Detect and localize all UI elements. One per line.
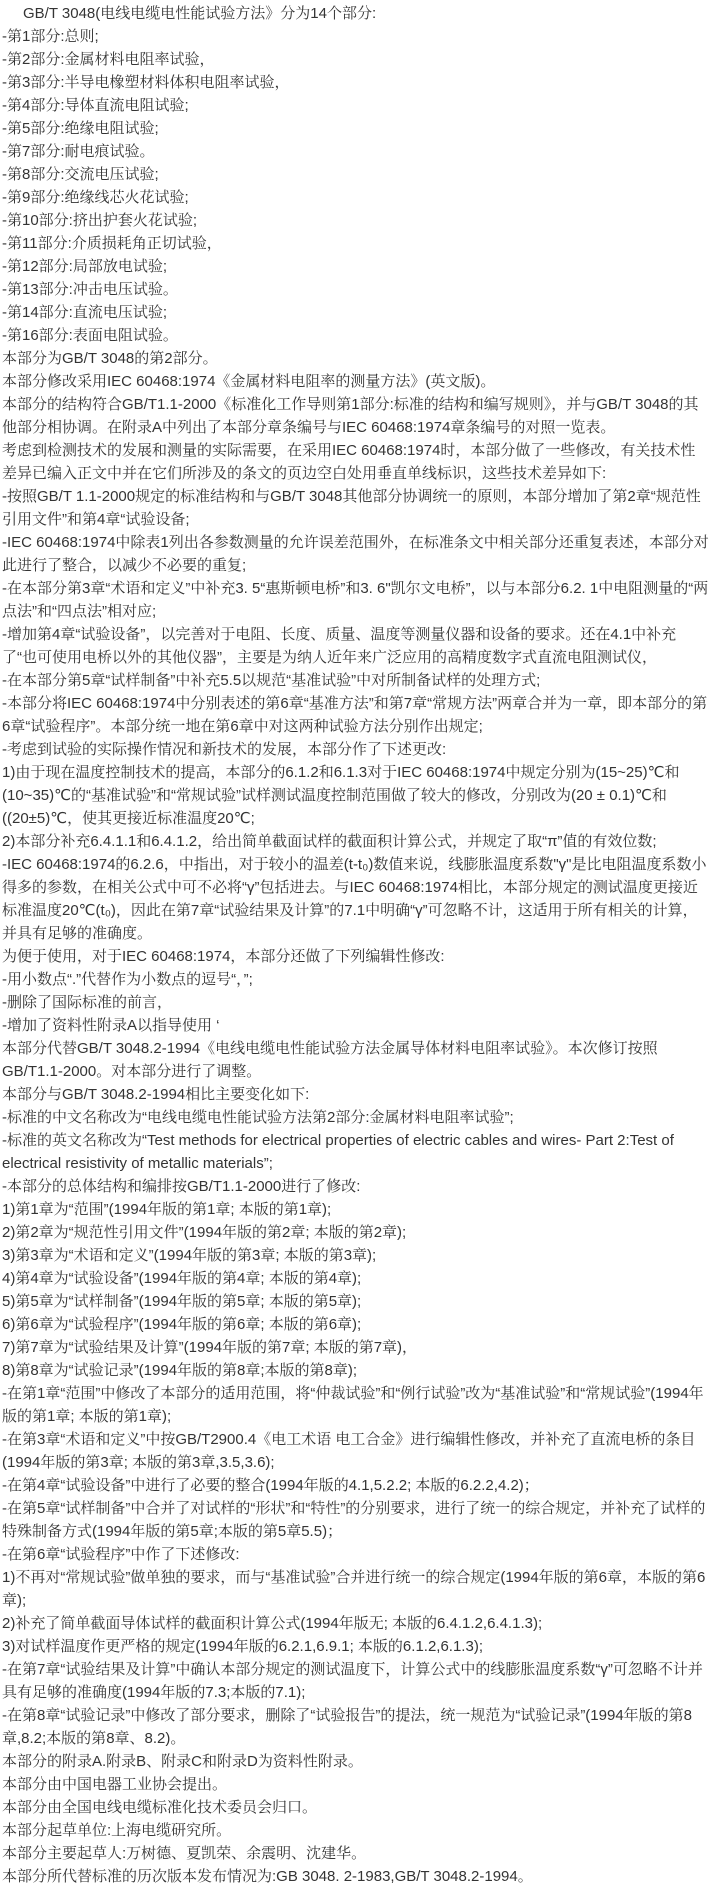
paragraph: 2)第2章为“规范性引用文件”(1994年版的第2章; 本版的第2章);	[2, 1224, 407, 1241]
paragraph: 本部分的附录A.附录B、附录C和附录D为资料性附录。	[2, 1753, 363, 1770]
paragraph: -在本部分第3章“术语和定义”中补充3. 5“惠斯顿电桥”和3. 6"凯尔文电桥”，以与本部分6.2. 1中电阻测量的“两点法”和“四点法”相对应;	[2, 580, 709, 620]
paragraph: -第13部分:冲击电压试验。	[2, 281, 178, 298]
paragraph: GB/T 3048(电线电缆电性能试验方法》分为14个部分:	[23, 5, 377, 22]
paragraph: -删除了国际标准的前言，	[2, 994, 172, 1011]
paragraph: 6)第6章为“试验程序”(1994年版的第6章; 本版的第6章);	[2, 1316, 362, 1333]
paragraph: -第9部分:绝缘线芯火花试验;	[2, 189, 189, 206]
paragraph: 本部分修改采用IEC 60468:1974《金属材料电阻率的测量方法》(英文版)。	[2, 373, 496, 390]
paragraph: 2)本部分补充6.4.1.1和6.4.1.2，给出简单截面试样的截面积计算公式，并规定了取“π”值的有效位数;	[2, 833, 657, 850]
paragraph: -在第5章“试样制备”中合并了对试样的“形状”和“特性”的分别要求，进行了统一的综合规定，并补充了试样的特殊制备方式(1994年版的第5章;本版的第5章5.5)；	[2, 1500, 706, 1540]
paragraph: -第7部分:耐电痕试验。	[2, 143, 155, 160]
paragraph: 本部分主要起草人:万树德、夏凯荣、余震明、沈建华。	[2, 1845, 367, 1862]
paragraph: 2)补充了简单截面导体试样的截面积计算公式(1994年版无; 本版的6.4.1.2,6.4.1.3);	[2, 1615, 543, 1632]
paragraph: -标准的英文名称改为“Test methods for electrical properties of electric cables and wires- Part 2:Test of electrical resistivity of metallic materials”;	[2, 1132, 674, 1172]
paragraph: -增加第4章“试验设备”，以完善对于电阻、长度、质量、温度等测量仪器和设备的要求。还在4.1中补充了“也可使用电桥以外的其他仪器”，主要是为纳人近年来广泛应用的高精度数字式直流电阻测试仪，	[2, 626, 677, 666]
paragraph: -第2部分:金属材料电阻率试验，	[2, 51, 215, 68]
paragraph: -在第1章“范围”中修改了本部分的适用范围，将“仲裁试验”和“例行试验”改为“基准试验”和“常规试验”(1994年版的第1章; 本版的第1章);	[2, 1385, 704, 1425]
paragraph: 为便于使用，对于IEC 60468:1974，本部分还做了下列编辑性修改:	[2, 948, 445, 965]
paragraph: -IEC 60468:1974中除表1列出各参数测量的允许误差范围外，在标准条文中相关部分还重复表述，本部分对此进行了整合，以减少不必要的重复;	[2, 534, 709, 574]
paragraph: -按照GB/T 1.1-2000规定的标准结构和与GB/T 3048其他部分协调统一的原则，本部分增加了第2章“规范性引用文件”和第4章“试验设备;	[2, 488, 701, 528]
paragraph: -第3部分:半导电橡塑材料体积电阻率试验，	[2, 74, 290, 91]
paragraph: -第8部分:交流电压试验;	[2, 166, 159, 183]
paragraph: -第11部分:介质损耗角正切试验，	[2, 235, 222, 252]
paragraph: -第16部分:表面电阻试验。	[2, 327, 178, 344]
paragraph: -考虑到试验的实际操作情况和新技术的发展，本部分作了下述更改:	[2, 741, 447, 758]
paragraph: 本部分与GB/T 3048.2-1994相比主要变化如下:	[2, 1086, 310, 1103]
paragraph: -第5部分:绝缘电阻试验;	[2, 120, 159, 137]
paragraph: 本部分为GB/T 3048的第2部分。	[2, 350, 218, 367]
paragraph: 3)对试样温度作更严格的规定(1994年版的6.2.1,6.9.1; 本版的6.1.2,6.1.3);	[2, 1638, 483, 1655]
paragraph: -在第4章“试验设备”中进行了必要的整合(1994年版的4.1,5.2.2; 本版的6.2.2,4.2)；	[2, 1477, 539, 1494]
paragraph: -本部分将IEC 60468:1974中分别表述的第6章“基准方法”和第7章“常规方法”两章合并为一章，即本部分的第6章“试验程序”。本部分统一地在第6章中对这两种试验方法分别作出规定;	[2, 695, 708, 735]
paragraph: 8)第8章为“试验记录”(1994年版的第8章;本版的第8章);	[2, 1362, 358, 1379]
paragraph: 本部分由中国电器工业协会提出。	[2, 1776, 228, 1793]
paragraph: -第10部分:挤出护套火花试验;	[2, 212, 198, 229]
document-body	[2, 2, 710, 1888]
paragraph: -增加了资料性附录A以指导使用 ‘	[2, 1017, 220, 1034]
paragraph: -第14部分:直流电压试验;	[2, 304, 168, 321]
paragraph: 1)第1章为“范围”(1994年版的第1章; 本版的第1章);	[2, 1201, 332, 1218]
paragraph: 考虑到检测技术的发展和测量的实际需要，在采用IEC 60468:1974时，本部分做了一些修改，有关技术性差异已编入正文中并在它们所涉及的条文的页边空白处用垂直单线标识，这些技术差异如下:	[2, 442, 696, 482]
paragraph: 7)第7章为“试验结果及计算”(1994年版的第7章; 本版的第7章)，	[2, 1339, 418, 1356]
paragraph: -在本部分第5章“试样制备”中补充5.5以规范“基准试验”中对所制备试样的处理方式;	[2, 672, 541, 689]
paragraph: 本部分的结构符合GB/T1.1-2000《标准化工作导则第1部分:标准的结构和编写规则》，并与GB/T 3048的其他部分相协调。在附录A中列出了本部分章条编号与IEC 60468:1974章条编号的对照一览表。	[2, 396, 699, 436]
paragraph: -标准的中文名称改为“电线电缆电性能试验方法第2部分:金属材料电阻率试验”;	[2, 1109, 514, 1126]
paragraph: 本部分由全国电线电缆标准化技术委员会归口。	[2, 1799, 318, 1816]
paragraph: -IEC 60468:1974的6.2.6，中指出，对于较小的温差(t-t₀)数值来说，线膨胀温度系数"γ"是比电阻温度系数小得多的参数，在相关公式中可不必将“γ”包括进去。与IEC 60468:1974相比，本部分规定的测试温度更接近标准温度20℃(t₀)，因此在第7章“试验结果及计算”的7.1中明确“γ”可忽略不计，这适用于所有相关的计算，并具有足够的准确度。	[2, 856, 707, 942]
paragraph: -在第8章“试验记录”中修改了部分要求，删除了“试验报告”的提法，统一规范为“试验记录”(1994年版的第8章,8.2;本版的第8章、8.2)。	[2, 1707, 693, 1747]
paragraph: 3)第3章为“术语和定义”(1994年版的第3章; 本版的第3章);	[2, 1247, 377, 1264]
paragraph: -第4部分:导体直流电阻试验;	[2, 97, 189, 114]
paragraph: 本部分代替GB/T 3048.2-1994《电线电缆电性能试验方法金属导体材料电阻率试验》。本次修订按照GB/T1.1-2000。对本部分进行了调整。	[2, 1040, 658, 1080]
paragraph: -本部分的总体结构和编排按GB/T1.1-2000进行了修改:	[2, 1178, 361, 1195]
paragraph: -在第6章“试验程序”中作了下述修改:	[2, 1546, 240, 1563]
paragraph: 1)不再对“常规试验”做单独的要求，而与“基准试验”合并进行统一的综合规定(1994年版的第6章，本版的第6章);	[2, 1569, 706, 1609]
paragraph: -在第7章“试验结果及计算”中确认本部分规定的测试温度下，计算公式中的线膨胀温度系数“γ”可忽略不计并具有足够的准确度(1994年版的7.3;本版的7.1);	[2, 1661, 703, 1701]
paragraph: -在第3章“术语和定义”中按GB/T2900.4《电工术语 电工合金》进行编辑性修改，并补充了直流电桥的条目(1994年版的第3章; 本版的第3章,3.5,3.6);	[2, 1431, 696, 1471]
paragraph: 4)第4章为“试验设备”(1994年版的第4章; 本版的第4章);	[2, 1270, 362, 1287]
paragraph: -第1部分:总则;	[2, 28, 99, 45]
paragraph: -用小数点“.”代替作为小数点的逗号“，”;	[2, 971, 253, 988]
paragraph: 5)第5章为“试样制备”(1994年版的第5章; 本版的第5章);	[2, 1293, 362, 1310]
paragraph: 本部分所代替标准的历次版本发布情况为:GB 3048. 2-1983,GB/T 3048.2-1994。	[2, 1868, 533, 1885]
paragraph: 1)由于现在温度控制技术的提高，本部分的6.1.2和6.1.3对于IEC 60468:1974中规定分别为(15~25)℃和(10~35)℃的“基准试验”和“常规试验”试样测试温度控制范围做了较大的修改，分别改为(20 ± 0.1)℃和((20±5)℃，使其更接近标准温度20℃;	[2, 764, 680, 827]
paragraph: 本部分起草单位:上海电缆研究所。	[2, 1822, 232, 1839]
paragraph: -第12部分:局部放电试验;	[2, 258, 168, 275]
